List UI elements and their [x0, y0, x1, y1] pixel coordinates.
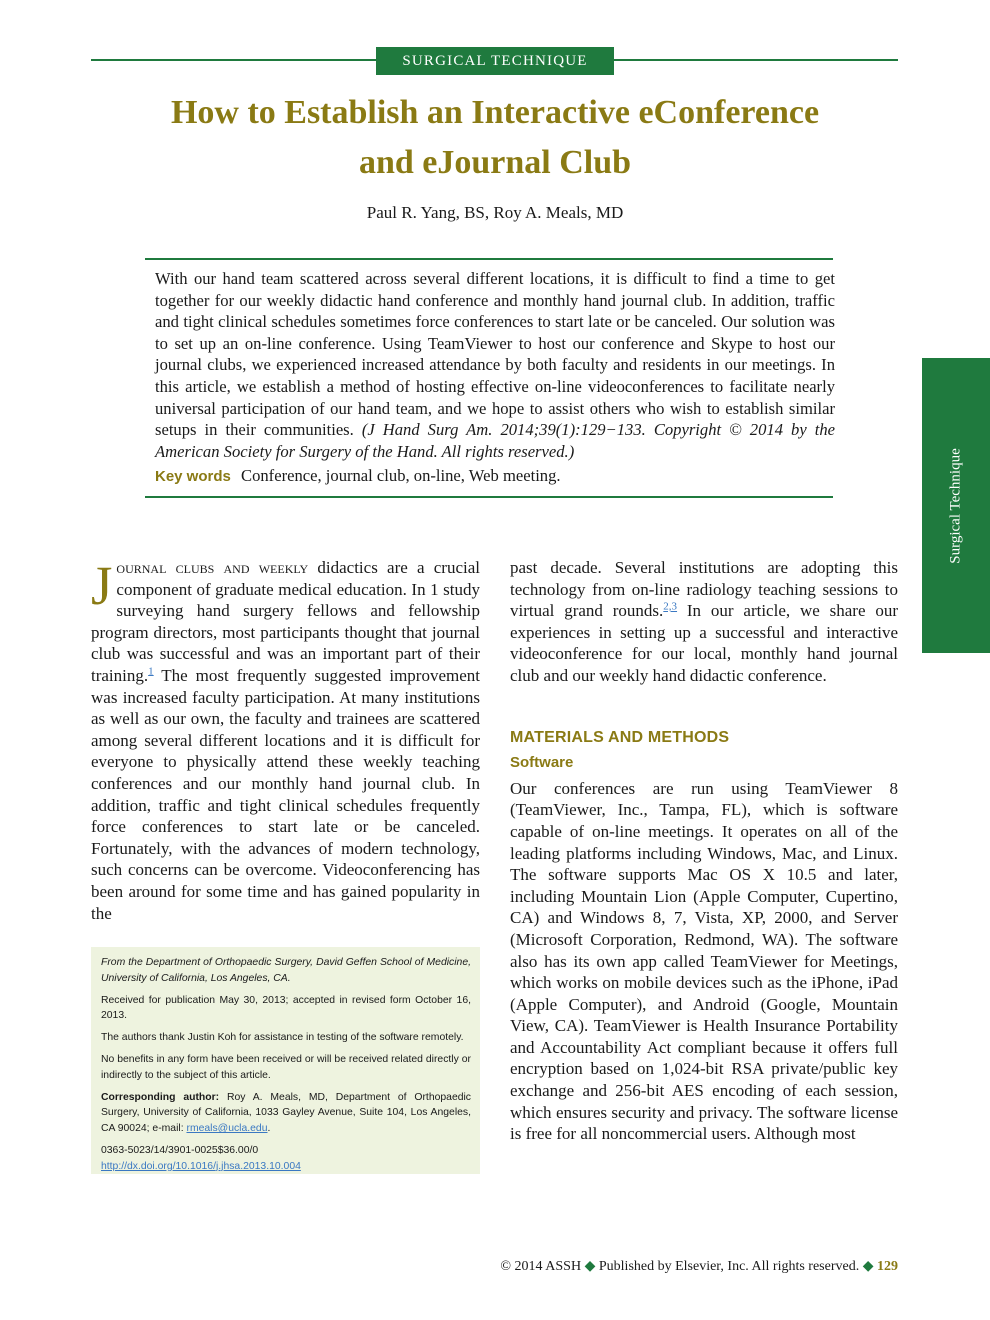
authors: Paul R. Yang, BS, Roy A. Meals, MD: [366, 203, 624, 222]
intro-cont-text-b: In our article, we share our experiences in setting up a successful and interactive videoconference for our local, monthly hand journal club and our weekly hand didactic conference.: [510, 601, 898, 685]
keywords: [155, 466, 835, 486]
intro-text-a: didactics are a crucial component of graduate medical education. In 1 study surveying hand surgery fellows and fellowship program directors, most participants thought that journal club was successful and was an important part of their training.: [91, 558, 480, 685]
intro-cont-text-a: past decade. Several institutions are adopting this technology from on-line radiology teaching sessions to virtual grand rounds.: [510, 558, 898, 621]
footer-publisher: Published by Elsevier, Inc. All rights reserved.: [598, 1259, 860, 1274]
thanks-note: The authors thank Justin Koh for assistance in testing of the software remotely.: [101, 1032, 464, 1044]
email-end: .: [267, 1123, 271, 1135]
corresponding-label: Corresponding author:: [101, 1091, 220, 1103]
keywords-label: Key words: [155, 468, 231, 485]
issn: 0363-5023/14/3901-0025$36.00/0: [101, 1144, 259, 1156]
abstract: [155, 268, 835, 462]
abstract-text: With our hand team scattered across several different locations, it is difficult to find a time to get together for our weekly didactic hand conference and monthly hand journal club. In addition, traffic and tight clinical schedules sometimes force conferences to start late or be canceled. Our solution was to set up an on-line conference. Using TeamViewer to host our conference and Skype to host our journal clubs, we experienced increased attendance by both faculty and residents in our meetings. In this article, we establish a method of hosting effective on-line videoconferences to facilitate nearly universal participation of our hand team, and we hope to assist others who wish to establish similar setups in their communities.: [155, 269, 835, 440]
subsection-heading: Software: [510, 754, 574, 772]
footer-separator-icon-2: ◆: [862, 1259, 874, 1274]
page-footer: [400, 1258, 898, 1275]
abstract-bottom-rule: [145, 496, 833, 498]
affiliation-note: From the Department of Orthopaedic Surgery, David Geffen School of Medicine, University of California, Los Angeles, CA.: [101, 957, 471, 984]
corresponding-note: [101, 1090, 471, 1137]
section-heading: MATERIALS AND METHODS: [510, 728, 730, 746]
intro-text-b: The most frequently suggested improvement was increased faculty participation. At many institutions as well as our own, the faculty and trainees are scattered among several different locations and it is difficult for everyone to physically attend these weekly teaching conferences and our monthly hand journal club. In addition, traffic and tight clinical schedules frequently force conferences to start late or be canceled. Fortunately, with the advances of modern technology, such concerns can be overcome. Videoconferencing has been around for some time and has gained popularity in the: [91, 665, 480, 923]
intro-continued: [510, 557, 898, 687]
footer-separator-icon: ◆: [584, 1259, 596, 1274]
abstract-citation: (J Hand Surg Am. 2014;39(1):129−133. Copyright © 2014 by the American Society for Surgery of the Hand. All rights reserved.): [155, 420, 835, 461]
section-tag: SURGICAL TECHNIQUE: [376, 47, 614, 75]
email-link[interactable]: rmeals@ucla.edu: [186, 1123, 268, 1135]
keywords-text: Conference, journal club, on-line, Web meeting.: [241, 466, 561, 485]
body-left-column: [91, 557, 480, 924]
abstract-top-rule: [145, 258, 833, 260]
identifiers: [101, 1143, 471, 1175]
reference-link-2-3[interactable]: 2,3: [663, 600, 678, 613]
footer-copyright: © 2014 ASSH: [500, 1259, 582, 1274]
benefits-note: No benefits in any form have been received or will be received related directly or indirectly to the subject of this article.: [101, 1053, 471, 1081]
footnote-box: [91, 947, 480, 1174]
side-section-tab: [922, 358, 990, 653]
dropcap: J: [91, 555, 113, 616]
page-number: 129: [877, 1259, 898, 1274]
title-line-1: How to Establish an Interactive eConference: [170, 94, 820, 131]
reference-link-1[interactable]: 1: [148, 665, 154, 678]
received-note: Received for publication May 30, 2013; accepted in revised form October 16, 2013.: [101, 994, 471, 1022]
intro-paragraph: [91, 557, 480, 924]
corresponding-text: Roy A. Meals, MD, Department of Orthopaedic Surgery, University of California, 1033 Gayley Avenue, Suite 104, Los Angeles, CA 90024; e-mail:: [101, 1091, 472, 1135]
side-tab-label: Surgical Technique: [947, 447, 964, 564]
software-paragraph: Our conferences are run using TeamViewer 8 (TeamViewer, Inc., Tampa, FL), which is software capable of on-line meetings. It operates on all of the leading platforms including Windows, Mac, and Linux. The software supports Mac OS X 10.5 and later, including Mountain Lion (Apple Computer, Cupertino, CA) and Windows 8, 7, Vista, XP, 2000, and Server (Microsoft Corporation, Redmond, WA). The software also has its own app called TeamViewer for Meetings, which works on mobile devices such as the iPhone, iPad (Apple Computer), and Android (Google, Mountain View, CA). TeamViewer is Health Insurance Portability and Accountability Act compliant because it offers full encryption based on 1,024-bit RSA private/public key exchange and 256-bit AES encoding of each session, which ensures security and privacy. The software license is free for all noncommercial users. Although most: [510, 778, 898, 1144]
title-line-2: and eJournal Club: [358, 144, 632, 181]
body-right-column: [510, 557, 898, 1145]
doi-link[interactable]: http://dx.doi.org/10.1016/j.jhsa.2013.10.004: [101, 1160, 301, 1172]
article-title: [95, 88, 895, 188]
lead-in: ournal clubs and weekly: [116, 558, 309, 577]
